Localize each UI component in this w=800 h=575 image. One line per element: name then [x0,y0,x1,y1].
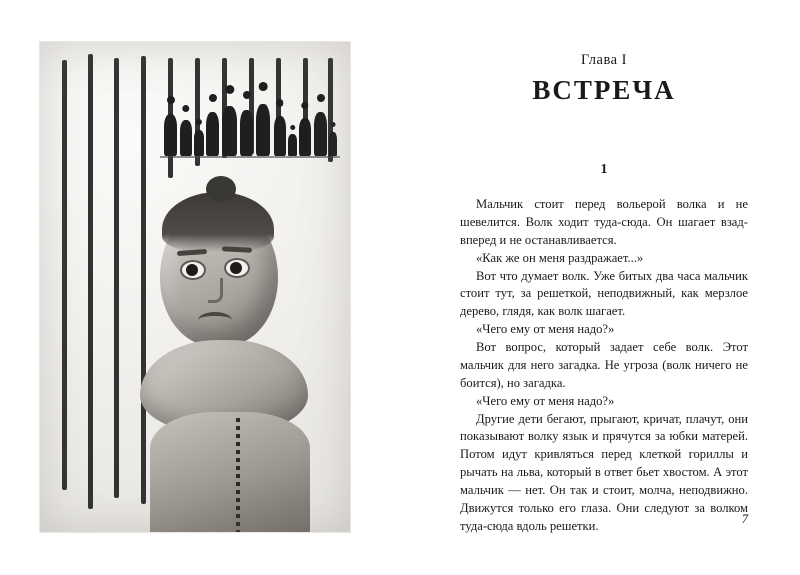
boy-eye-right [224,258,250,278]
crowd-figure [222,106,237,156]
crowd-figure [206,112,219,156]
crowd-figure-child [194,130,204,156]
chapter-label: Глава I [580,52,627,68]
crowd-figure-child [329,132,337,156]
boy-topknot [206,176,236,202]
paragraph: «Чего ему от меня надо?» [476,393,615,408]
paragraph: Вот что думает волк. Уже битых два часа мальчик стоит тут, за решеткой, неподвижный, как мерзлое дерево, глядя, как волк шагает. [460,268,748,319]
paragraph: Мальчик стоит перед вольерой волка и не шевелится. Волк ходит туда-сюда. Он шагает взад-вперед и не останавливается. [460,197,748,247]
paragraph: Вот вопрос, который задает себе волк. Этот мальчик для него загадка. Не угроза (волк ничего не боится), но загадка. [460,340,748,390]
crowd-figure [274,116,286,156]
boy-at-wolf-enclosure-illustration [40,42,350,532]
boy-nose [208,278,223,303]
boy-figure [132,182,332,532]
crowd-figure-child [288,134,297,156]
crowd-of-visitors [160,70,340,166]
crowd-ground-line [160,156,340,158]
crowd-figure [164,114,177,156]
cage-bar [88,54,93,509]
crowd-figure [240,110,253,156]
boy-coat-zipper [236,418,240,532]
chapter-title: ВСТРЕЧА [532,75,676,105]
text-column [460,52,748,536]
crowd-figure [314,112,327,156]
boy-eye-left [180,260,206,280]
crowd-figure [256,104,270,156]
paragraph: «Как же он меня раздражает...» [476,250,644,265]
paragraph: «Чего ему от меня надо?» [476,322,615,337]
crowd-figure [180,120,192,156]
boy-coat [150,412,310,532]
body-text [460,196,748,536]
section-number: 1 [600,162,608,177]
crowd-figure [299,118,311,156]
right-page [400,0,800,575]
cage-bar [62,60,67,490]
paragraph: Другие дети бегают, прыгают, кричат, плачут, они показывают волку язык и прячутся за юбки матерей. Потом идут кривляться перед клеткой гориллы и рычать на льва, который в ответ бьет хвостом. А этот мальчик — нет. Он так и стоит, молча, неподвижно. Движутся только его глаза. Они следуют за волком туда-сюда вдоль решетки. [460,411,748,533]
page-number: 7 [741,512,748,526]
cage-bar [114,58,119,498]
boy-mouth [198,312,232,328]
